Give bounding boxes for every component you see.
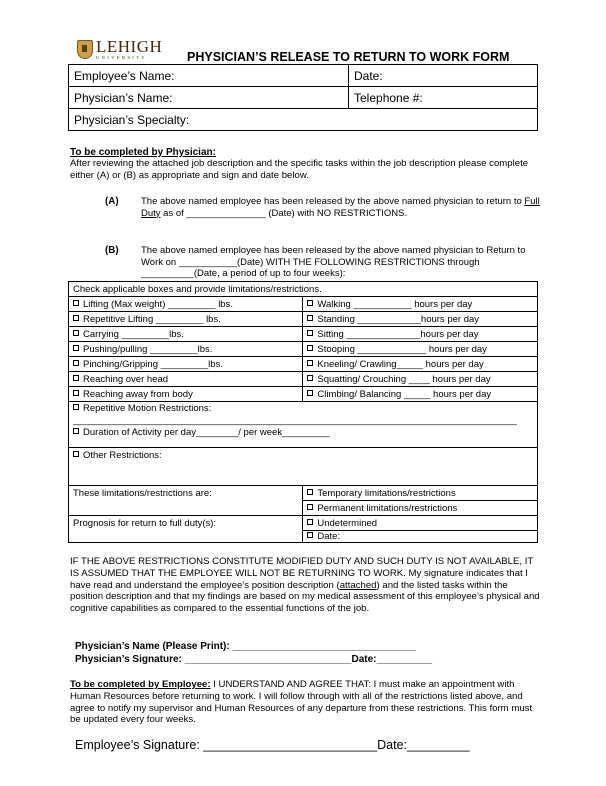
physician-section-heading: To be completed by Physician:: [70, 147, 216, 158]
prognosis-label: Prognosis for return to full duty(s):: [69, 516, 303, 543]
prognosis-date-option[interactable]: Date:: [303, 531, 538, 543]
checkbox[interactable]: [73, 451, 79, 457]
option-a-letter: (A): [105, 196, 119, 207]
repetitive-motion-line: ____________________________________________________________________________________: [73, 415, 517, 426]
checkbox[interactable]: [73, 404, 79, 410]
checkbox[interactable]: [307, 345, 313, 351]
checkbox[interactable]: [73, 390, 79, 396]
restriction-sitting[interactable]: Sitting ______________hours per day: [303, 327, 538, 342]
logo-sub: UNIVERSITY: [96, 54, 147, 60]
physician-intro: After reviewing the attached job description and the specific tasks within the job description please complete either (A) or (B) as appropriate and sign and date below.: [70, 158, 529, 181]
restrictions-table: [68, 281, 538, 543]
checkbox[interactable]: [73, 345, 79, 351]
restriction-squatting[interactable]: Squatting/ Crouching ____ hours per day: [303, 372, 538, 387]
checkbox[interactable]: [307, 519, 313, 525]
checkbox[interactable]: [307, 390, 313, 396]
checkbox[interactable]: [73, 375, 79, 381]
permanent-option[interactable]: Permanent limitations/restrictions: [303, 501, 538, 516]
restriction-carrying[interactable]: Carrying _________lbs.: [69, 327, 303, 342]
physician-name-field[interactable]: Physician’s Name:: [69, 87, 349, 109]
checkbox[interactable]: [307, 532, 313, 538]
restriction-pinching[interactable]: Pinching/Gripping _________lbs.: [69, 357, 303, 372]
restriction-reaching-away[interactable]: Reaching away from body: [69, 387, 303, 402]
checkbox[interactable]: [307, 330, 313, 336]
repetitive-motion-cell[interactable]: [69, 402, 538, 448]
form-title: PHYSICIAN’S RELEASE TO RETURN TO WORK FORM: [187, 50, 510, 64]
temporary-option[interactable]: Temporary limitations/restrictions: [303, 486, 538, 501]
specialty-field[interactable]: Physician’s Specialty:: [69, 109, 538, 131]
employee-name-field[interactable]: Employee’s Name:: [69, 65, 349, 87]
duration-label: Duration of Activity per day________/ per week_________: [83, 427, 330, 438]
restriction-reaching-overhead[interactable]: Reaching over head: [69, 372, 303, 387]
other-restrictions-cell[interactable]: [69, 448, 538, 486]
checkbox[interactable]: [307, 489, 313, 495]
restriction-pushing[interactable]: Pushing/pulling _________lbs.: [69, 342, 303, 357]
undetermined-option[interactable]: Undetermined: [303, 516, 538, 531]
notice-paragraph: IF THE ABOVE RESTRICTIONS CONSTITUTE MODIFIED DUTY AND SUCH DUTY IS NOT AVAILABLE, IT IS ASSUMED THAT THE EMPLOYEE WILL NOT BE RETURNING TO WORK. My signature indicates that I have read and understand the employee’s position description (attached) and the listed tasks within the position description and that my findings are based on my medical assessment of this employee’s physical and cognitive capabilities as compared to the essential functions of the job.: [70, 556, 540, 615]
repetitive-motion-label: Repetitive Motion Restrictions:: [83, 403, 212, 414]
restriction-kneeling[interactable]: Kneeling/ Crawling_____ hours per day: [303, 357, 538, 372]
attached-text: attached: [339, 579, 377, 591]
lehigh-logo: [77, 38, 162, 60]
checkbox[interactable]: [73, 300, 79, 306]
logo-name: LEHIGH: [96, 36, 163, 56]
telephone-field[interactable]: Telephone #:: [349, 87, 538, 109]
option-a-text: [141, 196, 541, 219]
checkbox[interactable]: [73, 330, 79, 336]
restriction-stooping[interactable]: Stooping _____________ hours per day: [303, 342, 538, 357]
header-table: [68, 64, 538, 131]
option-b-letter: (B): [105, 245, 119, 256]
limitations-label: These limitations/restrictions are:: [69, 486, 303, 516]
checkbox[interactable]: [307, 360, 313, 366]
restrictions-header: Check applicable boxes and provide limitations/restrictions.: [69, 282, 538, 297]
physician-signature-block: [75, 641, 432, 666]
checkbox[interactable]: [307, 375, 313, 381]
employee-section-heading: To be completed by Employee:: [70, 679, 211, 690]
option-b-text: The above named employee has been released by the above named physician to Return to Work on ___________(Date) WITH THE FOLLOWING RESTRICTIONS through __________(Date, a period of up to four weeks):: [141, 245, 526, 279]
full-duty-text: Full Duty: [141, 196, 540, 219]
employee-section-text: I UNDERSTAND AND AGREE THAT: I must make an appointment with Human Resources before returning to work. I will follow through with all of the restrictions listed above, and agree to notify my supervisor and Human Resources of any departure from these restrictions. This form must be updated every four weeks.: [70, 679, 533, 726]
option-a-pre: The above named employee has been released by the above named physician to return to: [141, 196, 525, 207]
date-field[interactable]: Date:: [349, 65, 538, 87]
option-a-post: as of _______________ (Date) with NO RESTRICTIONS.: [160, 207, 408, 219]
restriction-standing[interactable]: Standing ____________hours per day: [303, 312, 538, 327]
employee-section: [70, 679, 540, 726]
physician-signature-line[interactable]: Physician’s Signature: ______________________________Date:__________: [75, 653, 433, 665]
university-seal-icon: [77, 40, 93, 59]
employee-signature-line[interactable]: Employee’s Signature: _________________________Date:_________: [75, 738, 470, 752]
checkbox[interactable]: [307, 315, 313, 321]
checkbox[interactable]: [307, 300, 313, 306]
other-restrictions-label: Other Restrictions:: [83, 450, 162, 461]
restriction-repetitive-lifting[interactable]: Repetitive Lifting _________ lbs.: [69, 312, 303, 327]
checkbox[interactable]: [73, 428, 79, 434]
restriction-lifting[interactable]: Lifting (Max weight) _________ lbs.: [69, 297, 303, 312]
checkbox[interactable]: [73, 360, 79, 366]
checkbox[interactable]: [73, 315, 79, 321]
restriction-walking[interactable]: Walking ___________ hours per day: [303, 297, 538, 312]
restriction-climbing[interactable]: Climbing/ Balancing _____ hours per day: [303, 387, 538, 402]
checkbox[interactable]: [307, 504, 313, 510]
physician-print-name-line[interactable]: Physician’s Name (Please Print): _________________________________: [75, 641, 417, 652]
